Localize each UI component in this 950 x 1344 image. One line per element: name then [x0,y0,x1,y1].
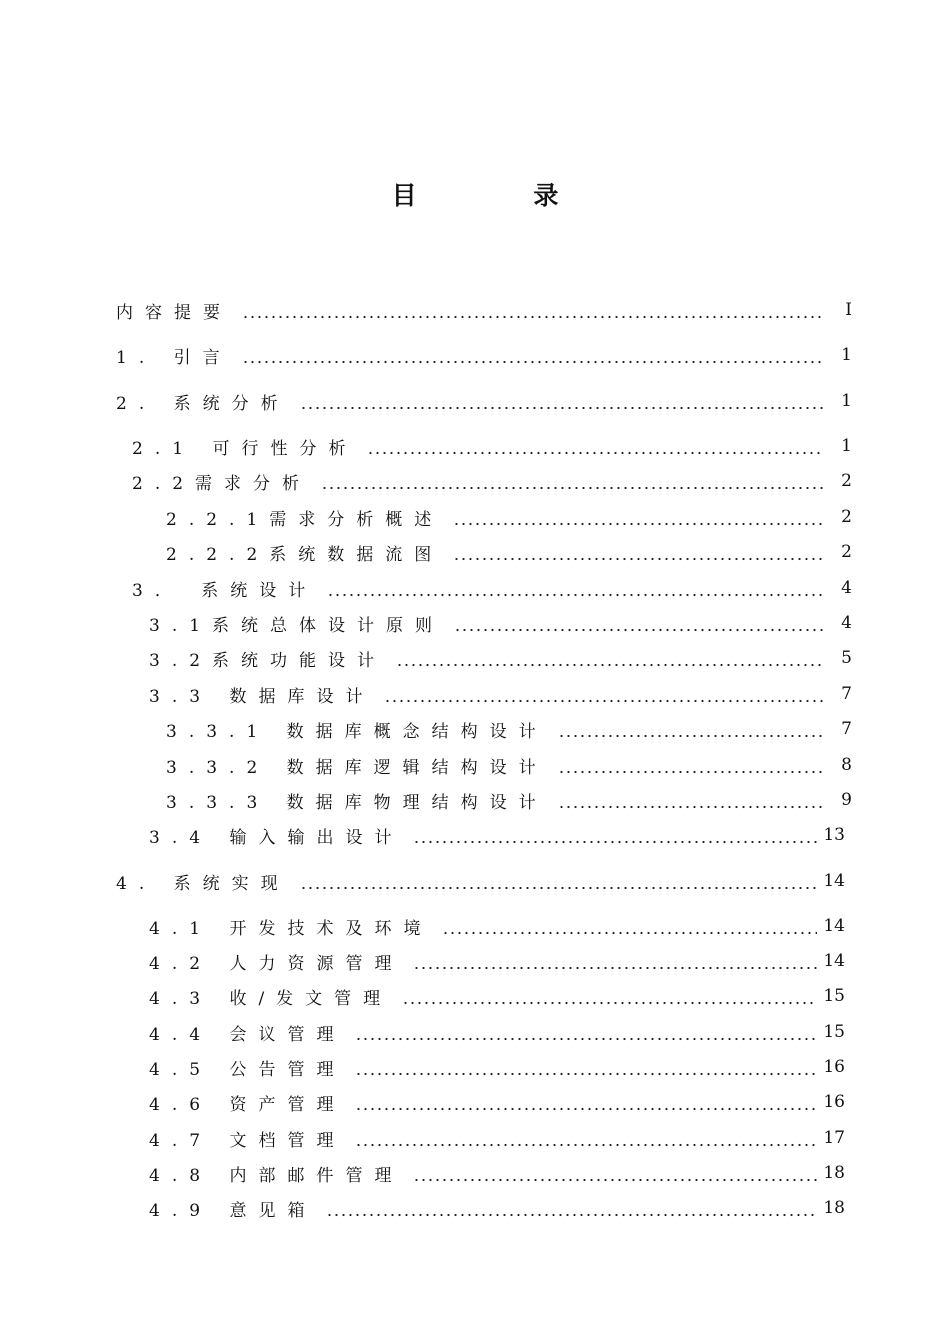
toc-entry-3-2[interactable] [149,645,852,671]
toc-entry-label: 4.7 文档管理 [149,1130,346,1151]
toc-entry-label: 4.2 人力资源管理 [149,953,404,974]
toc-entry-label: 3.3.2 数据库逻辑结构设计 [166,757,548,778]
toc-entry-page: I [845,300,852,320]
toc-entry-page: 1 [841,345,852,365]
toc-entry-label: 2.2需求分析 [132,473,312,494]
toc-entry-label: 4.3 收/发文管理 [149,988,393,1009]
toc-entry-system-analysis[interactable] [116,388,852,414]
toc-entry-label: 2.1 可行性分析 [132,438,358,459]
toc-entry-4-1[interactable] [149,913,845,939]
toc-entry-abstract[interactable] [116,297,852,323]
toc-entry-page: 16 [823,1092,845,1112]
toc-entry-label: 4. 系统实现 [116,873,290,894]
toc-leader-dots [327,575,824,601]
toc-entry-4-7[interactable] [149,1125,845,1151]
toc-leader-dots [413,822,817,848]
toc-leader-dots [326,1195,817,1221]
toc-entry-page: 7 [841,719,852,739]
toc-entry-label: 2.2.2系统数据流图 [166,544,444,565]
toc-entry-label: 4.1 开发技术及环境 [149,918,433,939]
toc-entry-page: 1 [841,436,852,456]
toc-leader-dots [355,1125,817,1151]
toc-entry-label: 2.2.1需求分析概述 [166,509,444,530]
toc-entry-system-implementation[interactable] [116,868,845,894]
toc-entry-2-1[interactable] [132,433,852,459]
toc-entry-page: 5 [841,648,852,668]
toc-entry-2-2-2[interactable] [166,539,852,565]
toc-entry-label: 3． 系统设计 [132,580,318,601]
toc-entry-page: 2 [841,471,852,491]
toc-entry-label: 3.2系统功能设计 [149,650,387,671]
toc-leader-dots [558,752,824,778]
toc-entry-2-2-1[interactable] [166,504,852,530]
toc-leader-dots [242,342,824,368]
toc-entry-page: 4 [841,578,852,598]
toc-entry-page: 9 [841,790,852,810]
toc-entry-3-3-2[interactable] [166,752,852,778]
page-title: 目 录 [391,181,613,210]
toc-leader-dots [413,948,817,974]
toc-leader-dots [300,868,817,894]
toc-entry-page: 4 [841,613,852,633]
toc-entry-4-4[interactable] [149,1019,845,1045]
toc-entry-label: 2. 系统分析 [116,393,290,414]
toc-leader-dots [558,716,824,742]
toc-leader-dots [402,983,817,1009]
toc-entry-label: 4.6 资产管理 [149,1094,346,1115]
toc-leader-dots [396,645,824,671]
toc-entry-page: 7 [841,684,852,704]
toc-entry-3-3-3[interactable] [166,787,852,813]
toc-entry-4-3[interactable] [149,983,845,1009]
toc-entry-4-9[interactable] [149,1195,845,1221]
toc-entry-system-design[interactable] [132,575,852,601]
toc-entry-page: 18 [823,1198,845,1218]
toc-leader-dots [442,913,817,939]
toc-leader-dots [454,610,824,636]
toc-entry-label: 4.8 内部邮件管理 [149,1165,404,1186]
toc-entry-page: 8 [841,755,852,775]
toc-leader-dots [355,1054,817,1080]
toc-entry-4-5[interactable] [149,1054,845,1080]
toc-entry-page: 14 [823,871,845,891]
toc-entry-label: 4.5 公告管理 [149,1059,346,1080]
toc-leader-dots [453,539,824,565]
toc-entry-page: 15 [823,986,845,1006]
toc-entry-label: 3.3 数据库设计 [149,686,375,707]
toc-leader-dots [453,504,824,530]
toc-entry-page: 2 [841,507,852,527]
toc-entry-label: 4.4 会议管理 [149,1024,346,1045]
toc-entry-page: 13 [823,825,845,845]
toc-entry-label: 1. 引言 [116,347,232,368]
toc-leader-dots [355,1019,817,1045]
toc-leader-dots [558,787,824,813]
toc-entry-label: 3.3.3 数据库物理结构设计 [166,792,548,813]
toc-entry-2-2[interactable] [132,468,852,494]
toc-entry-3-1[interactable] [149,610,852,636]
toc-entry-label: 3.4 输入输出设计 [149,827,404,848]
toc-entry-3-3[interactable] [149,681,852,707]
toc-entry-page: 15 [823,1022,845,1042]
toc-entry-3-3-1[interactable] [166,716,852,742]
toc-entry-page: 2 [841,542,852,562]
toc-leader-dots [413,1160,817,1186]
toc-entry-label: 内容提要 [116,302,232,323]
toc-entry-label: 3.3.1 数据库概念结构设计 [166,721,548,742]
toc-entry-3-4[interactable] [149,822,845,848]
toc-leader-dots [242,297,824,323]
toc-leader-dots [300,388,824,414]
toc-leader-dots [384,681,824,707]
toc-leader-dots [367,433,824,459]
toc-leader-dots [355,1089,817,1115]
toc-leader-dots [321,468,824,494]
toc-entry-page: 16 [823,1057,845,1077]
toc-entry-4-2[interactable] [149,948,845,974]
toc-entry-4-8[interactable] [149,1160,845,1186]
toc-entry-page: 18 [823,1163,845,1183]
toc-entry-page: 14 [823,916,845,936]
toc-entry-label: 4.9 意见箱 [149,1200,317,1221]
toc-entry-4-6[interactable] [149,1089,845,1115]
toc-entry-page: 14 [823,951,845,971]
toc-entry-intro[interactable] [116,342,852,368]
toc-entry-page: 1 [841,391,852,411]
toc-entry-page: 17 [823,1128,845,1148]
toc-entry-label: 3.1系统总体设计原则 [149,615,445,636]
